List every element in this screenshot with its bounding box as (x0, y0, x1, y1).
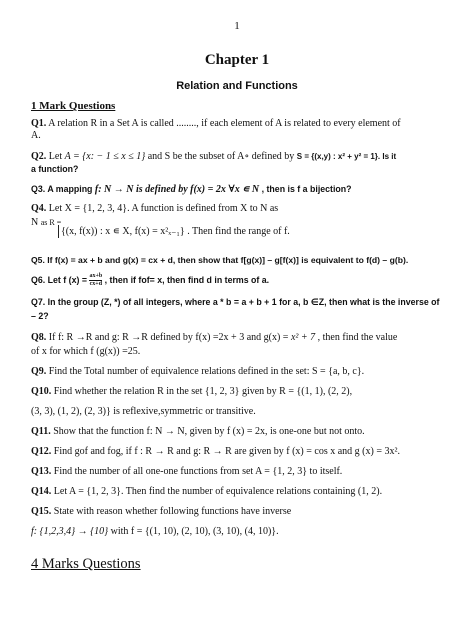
question-label: Q12. (31, 446, 52, 457)
question-q5 (31, 254, 408, 267)
question-q10-cont (31, 405, 256, 418)
math-symbol: N (31, 217, 39, 228)
question-q8-cont (31, 345, 140, 358)
question-text: Let A = {1, 2, 3}. Then find the number of equivalence relations containing (1, 2). (53, 486, 383, 497)
question-label: Q15. (31, 506, 52, 517)
question-q2-cont (31, 163, 78, 176)
question-text: Let (48, 151, 63, 162)
fraction-denominator: cx+d (89, 281, 103, 287)
question-label: Q11. (31, 426, 51, 437)
question-q9 (31, 365, 364, 378)
question-text: , then is f a bijection? (261, 184, 352, 194)
question-q1-cont (31, 129, 41, 142)
fraction-numerator: ax+b (89, 273, 103, 279)
question-text: State with reason whether following functions have inverse (53, 506, 292, 517)
question-label: Q3. (31, 184, 46, 194)
question-text: If f: R →R and g: R →R defined by f(x) =2x + 3 and g(x) = (48, 332, 289, 343)
question-q4-set (58, 225, 290, 238)
question-label: Q5. (31, 255, 45, 265)
math-fraction (89, 273, 102, 288)
question-text: . Then find the range of f. (187, 226, 290, 237)
math-expression: A = {x: − 1 ≤ x ≤ 1} (64, 151, 146, 162)
question-label: Q8. (31, 332, 47, 343)
question-text: with f = {(1, 10), (2, 10), (3, 10), (4, 10)}. (110, 526, 279, 537)
section-heading-4-marks: 4 Marks Questions (31, 556, 141, 572)
question-text: Find whether the relation R in the set {1, 2, 3} given by R = {(1, 1), (2, 2), (53, 386, 353, 397)
question-text: , then find the value (317, 332, 398, 343)
math-set-expression: {(x, f(x)) : x ∊ X, f(x) = x²ₓ₋₁} (58, 225, 185, 238)
question-q6 (31, 273, 269, 288)
chapter-title: Chapter 1 (204, 52, 270, 68)
question-text: Find the Total number of equivalence relations defined in the set: S = {a, b, c}. (48, 366, 365, 377)
section-heading-1-mark: 1 Mark Questions (31, 100, 116, 112)
question-text: Let X = {1, 2, 3, 4}. A function is defined from X to N as (48, 203, 279, 214)
question-q4-cont (31, 216, 61, 229)
question-q7 (31, 296, 440, 309)
question-label: Q4. (31, 203, 47, 214)
question-q11 (31, 425, 365, 438)
question-text: A relation R in a Set A is called ........, if each element of A is related to every element of (48, 118, 401, 129)
question-label: Q13. (31, 466, 52, 477)
question-label: Q6. (31, 274, 46, 285)
question-q15 (31, 505, 291, 518)
question-text: a function? (31, 164, 79, 174)
question-q8 (31, 331, 397, 344)
question-q4 (31, 202, 278, 215)
question-label: Q2. (31, 151, 47, 162)
question-label: Q10. (31, 386, 52, 397)
question-q14 (31, 485, 382, 498)
question-q7-cont (31, 310, 49, 323)
question-text: and S be the subset of A∘ defined by (147, 151, 295, 162)
question-label: Q7. (31, 297, 46, 307)
question-text: S = {(x,y) : x² + y² = 1}. Is it (296, 152, 397, 161)
question-q15-cont (31, 525, 279, 538)
question-text: In the group (Z, *) of all integers, where a * b = a + b + 1 for a, b ∈Z, then what is the inverse of (47, 297, 440, 307)
question-text: Show that the function f: N → N, given by f (x) = 2x, is one-one but not onto. (53, 426, 365, 437)
math-expression: f: N → N is defined by f(x) = 2x ∀x ∊ N (94, 184, 260, 195)
question-text: of x for which f (g(x)) =25. (31, 346, 141, 357)
question-q1 (31, 117, 401, 130)
page-number: 1 (234, 20, 240, 32)
question-q10 (31, 385, 352, 398)
question-text: , then if fof= x, then find d in terms of a. (104, 274, 270, 285)
question-text: (3, 3), (1, 2), (2, 3)} is reflexive,symmetric or transitive. (31, 406, 256, 417)
question-text: Find gof and fog, if f : R → R and g: R → R are given by f (x) = cos x and g (x) = 3x². (53, 446, 400, 457)
question-q3 (31, 183, 352, 196)
question-text: as R = (40, 218, 62, 227)
math-expression: f: {1,2,3,4} → {10} (31, 526, 109, 537)
question-text: A mapping (47, 184, 93, 194)
chapter-subtitle: Relation and Functions (176, 80, 298, 92)
question-q13 (31, 465, 342, 478)
question-text: – 2? (31, 311, 49, 321)
question-label: Q14. (31, 486, 52, 497)
question-text: If f(x) = ax + b and g(x) = cx + d, then show that f[g(x)] – g[f(x)] is equivalent to f(d) – g(b). (47, 255, 409, 265)
question-q2 (31, 150, 396, 163)
question-text: A. (31, 130, 41, 141)
math-expression: x² + 7 (290, 332, 316, 343)
question-label: Q9. (31, 366, 47, 377)
question-q12 (31, 445, 400, 458)
question-text: Let f (x) = (47, 274, 87, 285)
question-label: Q1. (31, 118, 47, 129)
question-text: Find the number of all one-one functions from set A = {1, 2, 3} to itself. (53, 466, 343, 477)
